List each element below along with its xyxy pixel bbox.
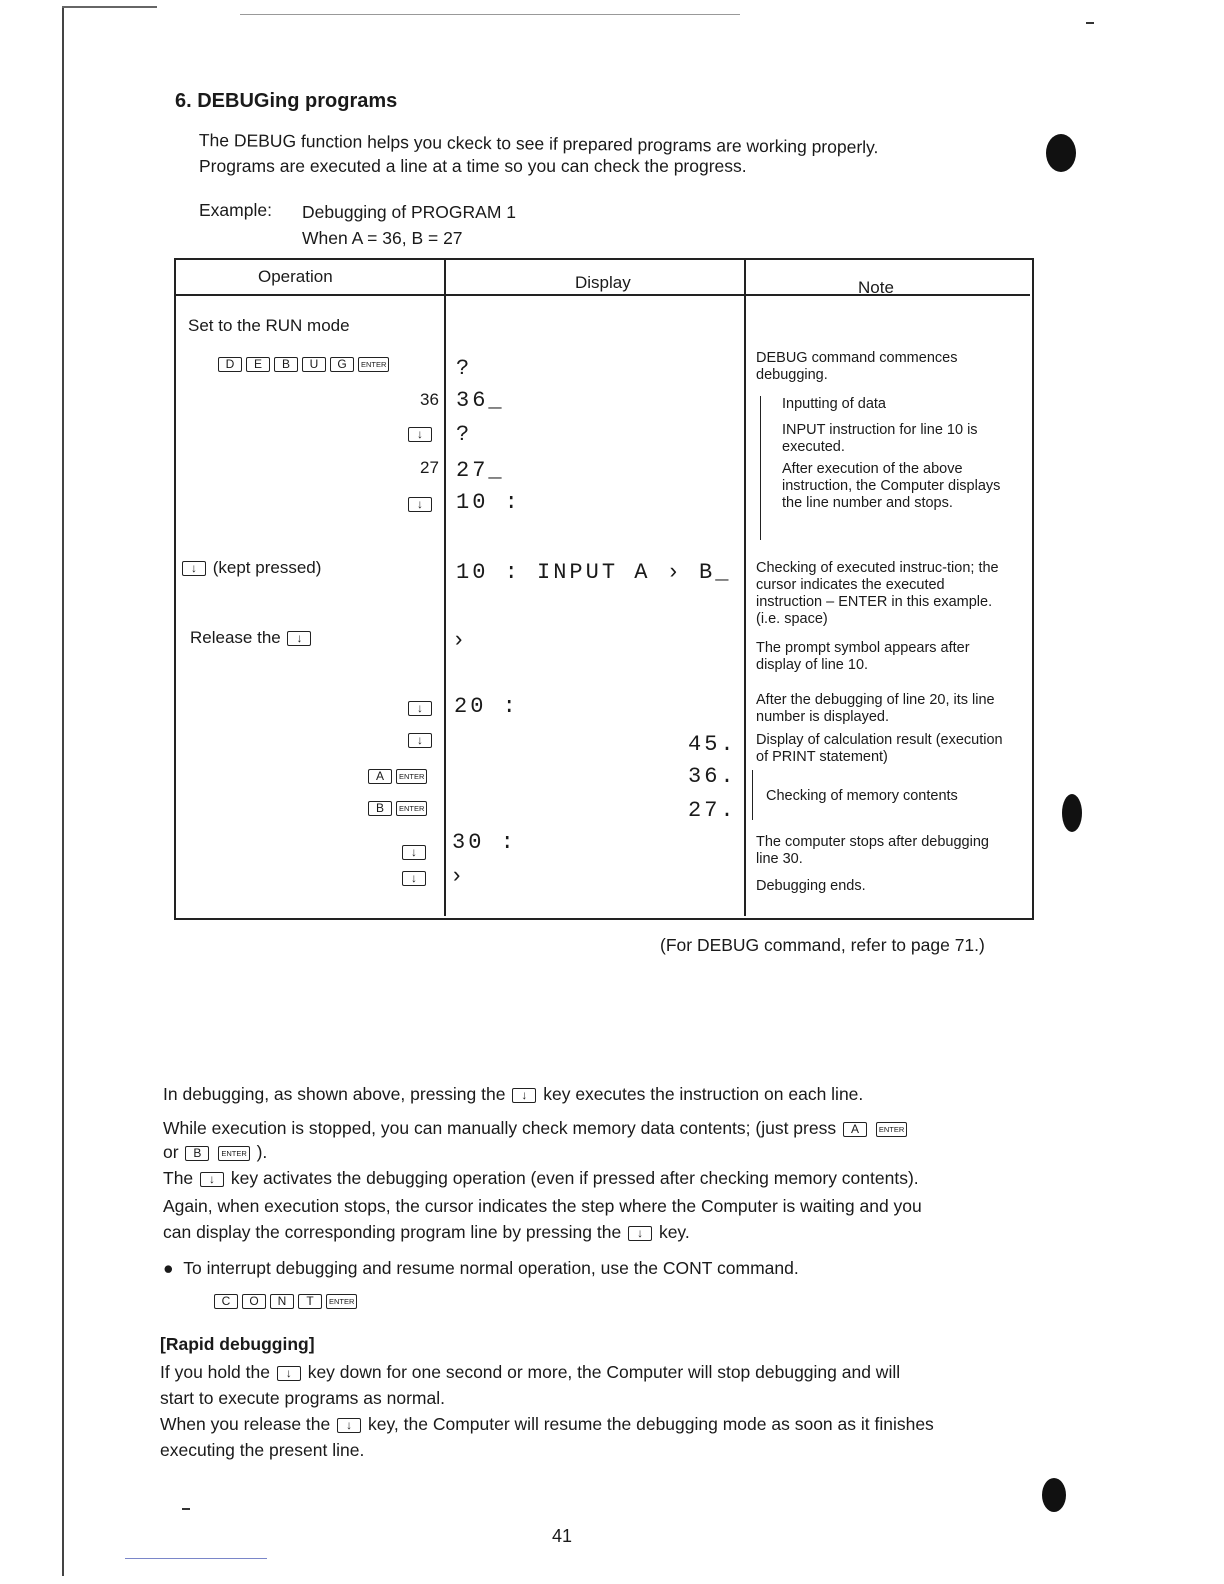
op-down-5 xyxy=(400,842,428,862)
key-down[interactable]: ↓ xyxy=(408,497,432,512)
key-a[interactable]: A xyxy=(843,1122,867,1137)
key-down[interactable]: ↓ xyxy=(200,1172,224,1187)
op-kept-pressed xyxy=(180,558,321,578)
intro-line-1: The DEBUG function helps you ckeck to see if prepared programs are working properly. xyxy=(198,129,879,158)
note-brace xyxy=(752,770,753,820)
display-result-27: 27. xyxy=(688,798,737,823)
op-release-text: Release the xyxy=(190,628,281,647)
header-display: Display xyxy=(575,273,631,292)
display-prompt-q2: ? xyxy=(456,422,473,447)
display-result-45: 45. xyxy=(688,732,737,757)
key-t[interactable]: T xyxy=(298,1294,322,1309)
key-down[interactable]: ↓ xyxy=(408,701,432,716)
column-divider xyxy=(744,258,746,916)
op-release xyxy=(190,628,313,648)
op-set-run-mode: Set to the RUN mode xyxy=(188,316,350,335)
section-heading: 6. DEBUGing programs xyxy=(175,90,398,112)
body-text: or xyxy=(163,1142,179,1162)
header-divider xyxy=(174,294,1030,296)
display-line-30: 30 : xyxy=(452,830,517,855)
body-text: In debugging, as shown above, pressing the xyxy=(163,1084,506,1104)
note-input-instruction: INPUT instruction for line 10 is executed. xyxy=(782,422,978,455)
body-text: If you hold the xyxy=(160,1362,270,1382)
key-b[interactable]: B xyxy=(368,801,392,816)
op-down-1 xyxy=(406,424,434,444)
example-line-2: When A = 36, B = 27 xyxy=(302,228,463,248)
key-u[interactable]: U xyxy=(302,357,326,372)
note-prompt-appears: The prompt symbol appears after display of line 10. xyxy=(756,640,970,673)
body-text: While execution is stopped, you can manually check memory data contents; (just press xyxy=(163,1118,837,1138)
header-operation: Operation xyxy=(258,267,333,286)
body-text: key executes the instruction on each line. xyxy=(543,1084,864,1104)
display-line-10-input: 10 : INPUT A › B_ xyxy=(456,560,732,585)
body-text: When you release the xyxy=(160,1414,331,1434)
body-paragraph-3b: Again, when execution stops, the cursor indicates the step where the Computer is waiting and you xyxy=(163,1196,922,1216)
display-prompt-q1: ? xyxy=(456,356,473,381)
body-text: ). xyxy=(256,1142,268,1162)
op-down-4 xyxy=(406,730,434,750)
key-c[interactable]: C xyxy=(214,1294,238,1309)
op-down-3 xyxy=(406,698,434,718)
body-paragraph-3a xyxy=(163,1166,919,1191)
cont-command-keys xyxy=(212,1288,359,1313)
body-text: can display the corresponding program line by pressing the xyxy=(163,1222,622,1242)
note-debug-ends: Debugging ends. xyxy=(756,878,866,894)
op-down-6 xyxy=(400,868,428,888)
key-down[interactable]: ↓ xyxy=(512,1088,536,1103)
note-brace xyxy=(760,396,761,540)
key-enter[interactable]: ENTER xyxy=(358,357,389,372)
op-debug-keys xyxy=(216,354,391,374)
body-text: key. xyxy=(658,1222,690,1242)
display-line-10: 10 : xyxy=(456,490,521,515)
reference-note: (For DEBUG command, refer to page 71.) xyxy=(660,935,985,955)
key-e[interactable]: E xyxy=(246,357,270,372)
key-b[interactable]: B xyxy=(274,357,298,372)
op-down-2 xyxy=(406,494,434,514)
key-enter[interactable]: ENTER xyxy=(326,1294,357,1309)
body-text: The xyxy=(163,1168,194,1188)
op-input-27: 27 xyxy=(420,458,439,477)
binding-hole-mark xyxy=(1042,1478,1066,1512)
op-check-b xyxy=(366,798,429,818)
body-text: key, the Computer will resume the debugging mode as soon as it finishes xyxy=(368,1414,934,1434)
body-text: key down for one second or more, the Computer will stop debugging and will xyxy=(307,1362,901,1382)
note-debug-command: DEBUG command commences debugging. xyxy=(756,350,958,383)
scan-mark xyxy=(1086,22,1094,24)
body-paragraph-2a xyxy=(163,1116,909,1141)
scan-mark xyxy=(182,1508,190,1510)
key-down[interactable]: ↓ xyxy=(408,427,432,442)
key-down[interactable]: ↓ xyxy=(402,845,426,860)
key-down[interactable]: ↓ xyxy=(628,1226,652,1241)
body-paragraph-1 xyxy=(163,1082,863,1107)
key-down[interactable]: ↓ xyxy=(408,733,432,748)
note-checking-executed: Checking of executed instruc-tion; the cursor indicates the executed instruction – ENTER in this example.(i.e. space) xyxy=(756,560,999,627)
op-input-36: 36 xyxy=(420,390,439,409)
example-label: Example: xyxy=(199,200,272,220)
example-line-1: Debugging of PROGRAM 1 xyxy=(302,202,516,222)
key-o[interactable]: O xyxy=(242,1294,266,1309)
note-after-execution: After execution of the above instruction, the Computer displays the line number and stops. xyxy=(782,461,1001,511)
display-result-36: 36. xyxy=(688,764,737,789)
key-down[interactable]: ↓ xyxy=(182,561,206,576)
header-note: Note xyxy=(858,278,894,297)
note-after-line-20: After the debugging of line 20, its line number is displayed. xyxy=(756,692,995,725)
key-g[interactable]: G xyxy=(330,357,354,372)
key-n[interactable]: N xyxy=(270,1294,294,1309)
body-paragraph-2b xyxy=(163,1140,267,1165)
note-inputting: Inputting of data xyxy=(782,396,886,412)
scan-rule-top xyxy=(240,14,740,15)
display-36: 36_ xyxy=(456,388,505,413)
note-check-memory: Checking of memory contents xyxy=(766,788,958,804)
body-paragraph-4b: start to execute programs as normal. xyxy=(160,1388,445,1408)
key-down[interactable]: ↓ xyxy=(402,871,426,886)
body-text: key activates the debugging operation (even if pressed after checking memory contents). xyxy=(230,1168,919,1188)
note-stops-30: The computer stops after debugging line 30. xyxy=(756,834,989,867)
op-kept-pressed-text: (kept pressed) xyxy=(212,558,322,577)
key-d[interactable]: D xyxy=(218,357,242,372)
key-b[interactable]: B xyxy=(185,1146,209,1161)
scan-edge-left xyxy=(62,6,64,1576)
body-paragraph-5a xyxy=(160,1412,934,1437)
display-prompt-2: › xyxy=(450,864,467,889)
key-down[interactable]: ↓ xyxy=(287,631,311,646)
key-down[interactable]: ↓ xyxy=(277,1366,301,1381)
body-text: To interrupt debugging and resume normal operation, use the CONT command. xyxy=(183,1258,799,1278)
key-enter[interactable]: ENTER xyxy=(218,1146,249,1161)
key-a[interactable]: A xyxy=(368,769,392,784)
debug-table xyxy=(168,258,1030,918)
page-number: 41 xyxy=(552,1526,573,1546)
op-check-a xyxy=(366,766,429,786)
intro-line-2: Programs are executed a line at a time so you can check the progress. xyxy=(199,156,747,176)
display-27: 27_ xyxy=(456,458,505,483)
bullet-dot-icon: ● xyxy=(163,1258,184,1278)
body-paragraph-4a xyxy=(160,1360,900,1385)
scan-edge-top xyxy=(62,6,157,8)
rapid-debugging-heading: [Rapid debugging] xyxy=(160,1334,315,1354)
key-enter[interactable]: ENTER xyxy=(876,1122,907,1137)
bullet-item xyxy=(163,1256,799,1281)
column-divider xyxy=(444,258,446,916)
body-paragraph-3c xyxy=(163,1220,690,1245)
body-paragraph-5b: executing the present line. xyxy=(160,1440,365,1460)
binding-hole-mark xyxy=(1062,794,1082,832)
display-line-20: 20 : xyxy=(454,694,519,719)
scan-rule-bottom xyxy=(125,1558,267,1559)
display-prompt-1: › xyxy=(452,628,469,653)
key-down[interactable]: ↓ xyxy=(337,1418,361,1433)
key-enter[interactable]: ENTER xyxy=(396,801,427,816)
key-enter[interactable]: ENTER xyxy=(396,769,427,784)
note-display-calc: Display of calculation result (execution of PRINT statement) xyxy=(756,732,1003,765)
